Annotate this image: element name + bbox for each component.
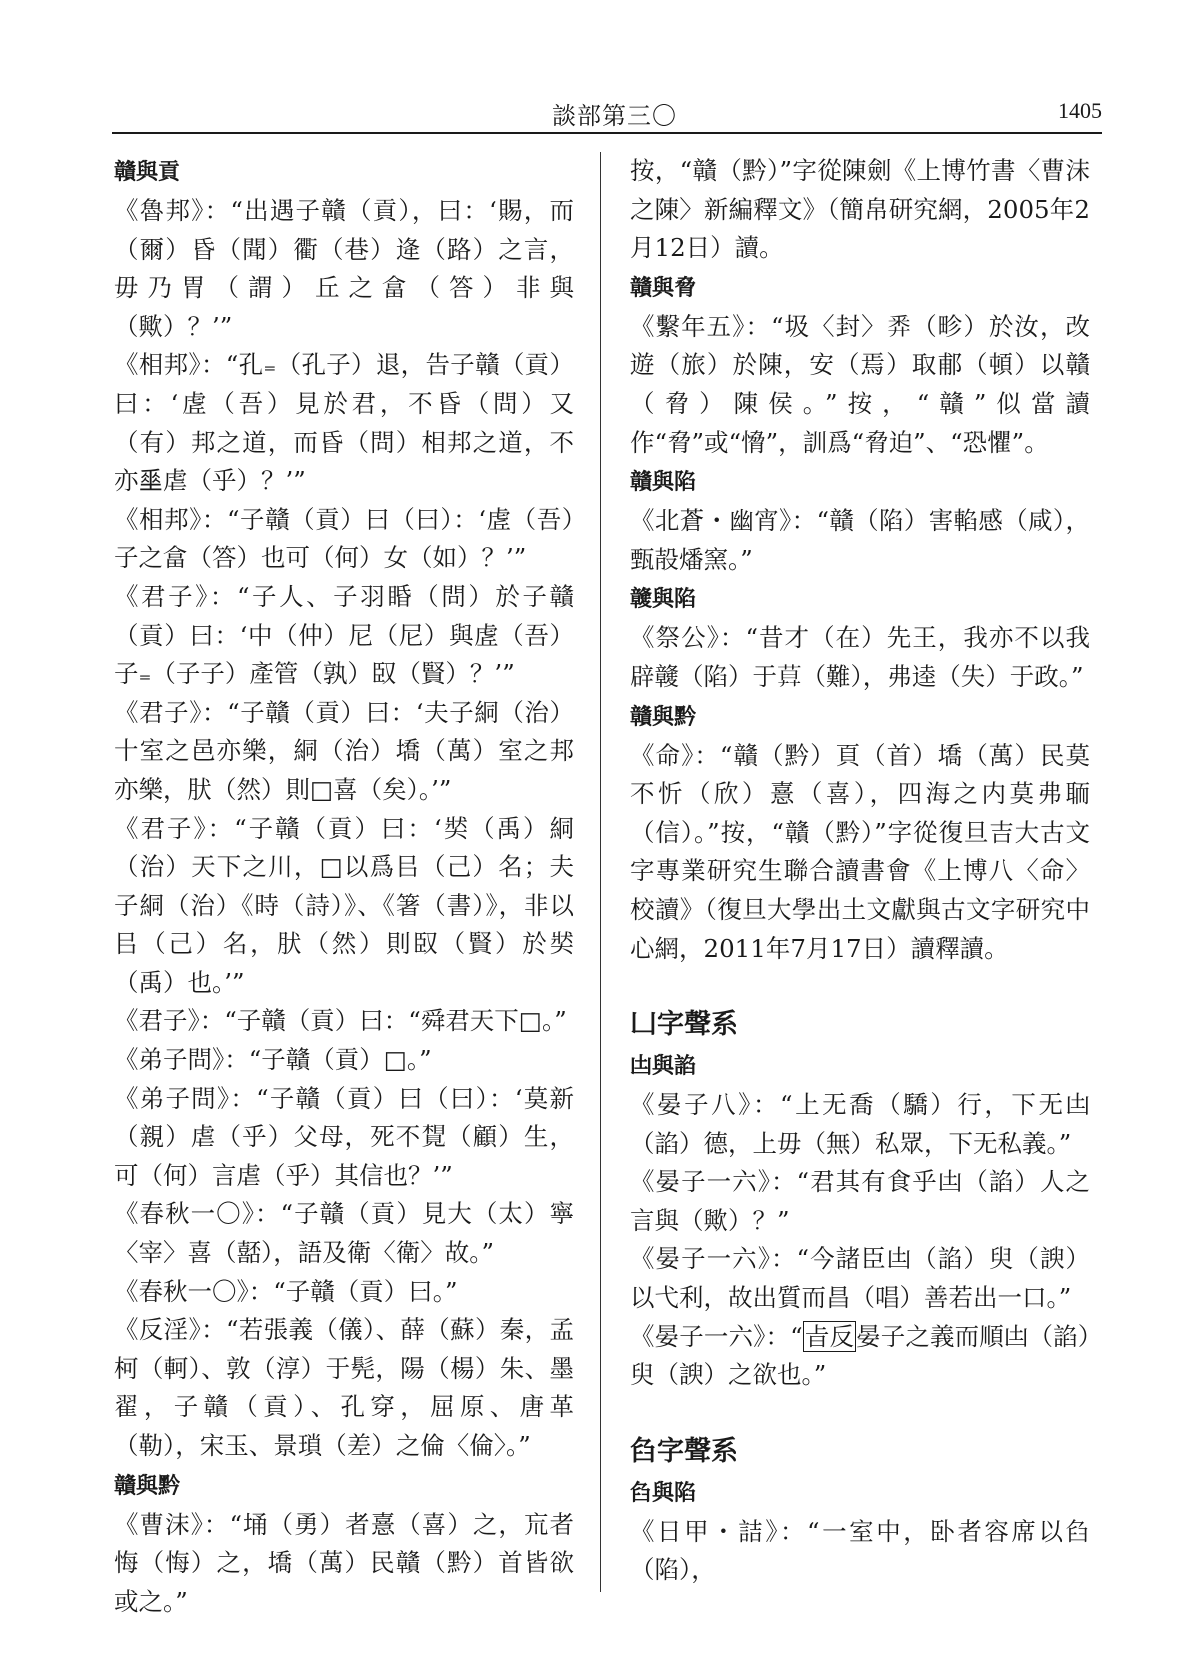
headword: 臽與陷 bbox=[630, 1480, 697, 1506]
citation-entry: 《春秋一〇》：“子贛（貢）曰。” bbox=[114, 1276, 458, 1306]
citation-entry: 《祭公》：“昔才（在）先王，我亦不以我辟竷（陷）于𦱤（難），弗逵（失）于政。” bbox=[630, 623, 1090, 691]
citation-entry: 《君子》：“子人、子羽睧（問）於子贛（貢）曰：‘中（仲）尼（尼）與虗（吾）子₌（子子）產管（孰）臤（賢）？’” bbox=[114, 581, 574, 689]
citation-entry: 《命》：“贛（黔）頁（首）墧（萬）民莫不忻（欣）憙（喜），四海之内莫弗聏（信）。”按，“贛（黔）”字從復旦吉大古文字專業研究生聯合讀書會《上博八〈命〉校讀》（復旦大學出土文獻與古文字研究中心網，2011年7月17日）讀釋讀。 bbox=[630, 740, 1090, 963]
citation-entry: 《晏子一六》：“今諸臣凷（諂）臾（諛）以弋利，故出質而昌（唱）善若出一口。” bbox=[630, 1244, 1090, 1313]
entry-prefix: 《晏子一六》：“ bbox=[630, 1321, 803, 1351]
citation-entry: 《君子》：“子贛（貢）曰：‘𡘾（禹）絧（治）天下之川，□以爲㠯（己）名；夫子絧（治）《時（詩）》、《箸（書）》，非以㠯（己）名，肰（然）則臤（賢）於𡘾（禹）也。’” bbox=[114, 813, 574, 997]
page-number: 1405 bbox=[1058, 98, 1102, 123]
headword: 贛與脅 bbox=[630, 275, 697, 301]
headword: 贛與黔 bbox=[114, 1473, 181, 1499]
citation-entry: 《晏子八》：“上无喬（驕）行，下无凷（諂）德，上毋（無）私眾，下无私義。” bbox=[630, 1090, 1090, 1158]
header-rule bbox=[112, 132, 1102, 134]
citation-entry: 《春秋一〇》：“子贛（貢）見大（太）寧〈宰〉喜（嚭），語及衛〈衛〉故。” bbox=[114, 1199, 574, 1268]
citation-entry: 《魯邦》：“出遇子贛（貢），曰：‘賜，而（爾）昏（聞）衢（巷）逄（路）之言，毋乃胃（謂）丘之畣（答）非與（歟）？’” bbox=[114, 196, 574, 341]
citation-entry: 《弟子問》：“子贛（貢）□。” bbox=[114, 1045, 432, 1075]
citation-entry: 《繫年五》：“圾〈封〉𢍏（畛）於汝，改遊（旅）於陳，安（焉）取郙（頓）以贛（脅）陳侯。”按，“贛”似當讀作“脅”或“愶”，訓爲“脅迫”、“恐懼”。 bbox=[630, 311, 1090, 457]
citation-entry: 《相邦》：“孔₌（孔子）退，告子贛（貢）曰：‘虗（吾）見於君，不昏（問）又（有）邦之道，而昏（問）相邦之道，不亦𡍮虐（乎）？’” bbox=[114, 350, 574, 496]
phonetic-series-heading: 臽字聲系 bbox=[630, 1435, 738, 1467]
citation-entry: 《曹沫》：“埇（勇）者憙（喜）之，巟者悔（悔）之，墧（萬）民贛（黔）首皆欲或之。” bbox=[114, 1509, 574, 1616]
citation-entry: 《日甲・詰》：“一室中，卧者容席以臽（陷）， bbox=[630, 1516, 1090, 1585]
right-column bbox=[630, 152, 1090, 1590]
citation-entry: 《君子》：“子贛（貢）曰：‘夫子絧（治）十室之邑亦樂，絧（治）墧（萬）室之邦亦樂，肰（然）則□喜（矣）。’” bbox=[114, 697, 574, 804]
page-header bbox=[112, 92, 1102, 128]
phonetic-series-heading: 凵字聲系 bbox=[630, 1009, 738, 1041]
headword: 竷與陷 bbox=[630, 587, 697, 613]
headword: 贛與黔 bbox=[630, 704, 697, 730]
citation-entry: 《晏子一六》：“君其有食乎凷（諂）人之言與（歟）？” bbox=[630, 1167, 1090, 1235]
citation-entry: 《君子》：“子贛（貢）曰：“舜君天下□。” bbox=[114, 1006, 567, 1036]
headword: 凷與諂 bbox=[630, 1054, 697, 1080]
headword: 贛與陷 bbox=[630, 470, 697, 496]
citation-entry: 《反淫》：“若張義（儀）、薛（蘇）秦，孟柯（軻）、敦（淳）于髡，陽（楊）朱、墨翟，子贛（貢）、孔穿，屈原、唐革（勒），宋玉、景瑣（差）之倫〈倫〉。” bbox=[114, 1315, 574, 1460]
column-divider bbox=[600, 152, 601, 1592]
citation-entry: 《弟子問》：“子贛（貢）曰（曰）：‘莫新（親）虐（乎）父母，死不𧡮（顧）生，可（何）言虐（乎）其信也？’” bbox=[114, 1083, 574, 1190]
running-section-title: 談部第三〇 bbox=[552, 102, 677, 130]
boxed-characters: 㫖反 bbox=[804, 1321, 855, 1351]
citation-note: 按，“贛（黔）”字從陳劍《上博竹書〈曹沫之陳〉新編釋文》（簡帛研究網，2005年2月12日）讀。 bbox=[630, 156, 1090, 263]
citation-entry: 《相邦》：“子贛（貢）曰（曰）：‘虗（吾）子之畣（答）也可（何）女（如）？’” bbox=[114, 504, 574, 573]
entry-suffix: 晏子之義而順凷（諂）臾（諛）之欲也。” bbox=[630, 1321, 1090, 1390]
citation-entry: 《北蒼・幽宵》：“贛（陷）害輡感（咸），甄㱿燔窯。” bbox=[630, 506, 1090, 574]
left-column bbox=[114, 152, 574, 1621]
headword: 贛與貢 bbox=[114, 160, 181, 185]
citation-entry bbox=[630, 1318, 1090, 1395]
